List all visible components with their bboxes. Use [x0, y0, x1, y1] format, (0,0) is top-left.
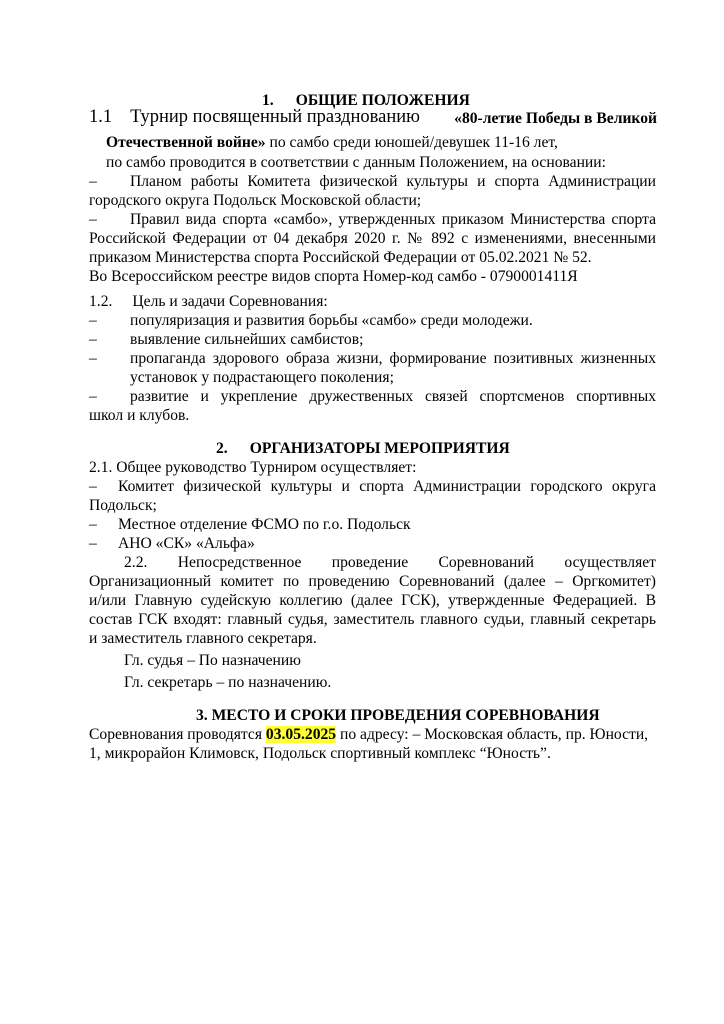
- goal-item-3-line-1: пропаганда здорового образа жизни, формирование позитивных жизненных: [130, 350, 656, 367]
- bullet-dash: –: [89, 331, 97, 348]
- paragraph-2-2-line-3: и/или Главную судейскую коллегию (далее ГСК), утвержденные Федерацией. В: [89, 592, 656, 609]
- goal-item-1: популяризация и развития борьбы «самбо» среди молодежи.: [130, 312, 533, 329]
- paragraph-1-2-text: Цель и задачи Соревнования:: [132, 293, 328, 310]
- organizer-1-line-2: Подольск;: [89, 497, 157, 514]
- paragraph-1-1-bold-b: Отечественной войне»: [106, 134, 266, 151]
- goal-item-3-line-2: установок у подрастающего поколения;: [130, 369, 394, 386]
- goal-item-4-line-2: школ и клубов.: [89, 407, 190, 424]
- basis-item-2-line-2: Российской Федерации от 04 декабря 2020 г. № 892 с изменениями, внесенными: [89, 230, 656, 247]
- paragraph-2-2-line-2: Организационный комитет по проведению Соревнований (далее – Оргкомитет): [89, 573, 656, 590]
- registry-line: Во Всероссийском реестре видов спорта Номер-код самбо - 0790001411Я: [89, 268, 578, 285]
- section-1-number: 1.: [262, 92, 274, 109]
- bullet-dash: –: [89, 350, 97, 367]
- paragraph-1-2-number: 1.2.: [89, 293, 113, 310]
- bullet-dash: –: [89, 535, 97, 552]
- event-date: 03.05.2025: [265, 726, 337, 743]
- goal-item-4-line-1: развитие и укрепление дружественных связей спортсменов спортивных: [130, 388, 656, 405]
- section-2-title: ОРГАНИЗАТОРЫ МЕРОПРИЯТИЯ: [249, 440, 510, 457]
- basis-item-2-line-3: приказом Министерства спорта Российской Федерации от 05.02.2021 № 52.: [89, 249, 592, 266]
- paragraph-1-1-line-2: [106, 133, 558, 152]
- paragraph-1-2: [89, 292, 328, 311]
- chief-judge-line: Гл. судья – По назначению: [124, 652, 301, 669]
- organizer-3: АНО «СК» «Альфа»: [118, 535, 255, 552]
- paragraph-2-1: 2.1. Общее руководство Турниром осуществляет:: [89, 459, 417, 476]
- bullet-dash: –: [89, 478, 97, 495]
- basis-item-1-line-2: городского округа Подольск Московской области;: [89, 192, 422, 209]
- organizer-2: Местное отделение ФСМО по г.о. Подольск: [118, 516, 411, 533]
- section-2-number: 2.: [216, 440, 228, 457]
- bullet-dash: –: [89, 312, 97, 329]
- paragraph-1-1-line-3: по самбо проводится в соответствии с данным Положением, на основании:: [106, 154, 606, 171]
- bullet-dash: –: [89, 388, 97, 405]
- basis-item-2-line-1: Правил вида спорта «самбо», утвержденных приказом Министерства спорта: [130, 211, 656, 228]
- paragraph-1-1-text: Турнир посвященный празднованию: [130, 107, 420, 127]
- paragraph-1-1-tail: по самбо среди юношей/девушек 11-16 лет,: [265, 134, 558, 151]
- section-1-title: ОБЩИЕ ПОЛОЖЕНИЯ: [295, 92, 470, 109]
- venue-line-2: 1, микрорайон Климовск, Подольск спортивный комплекс “Юность”.: [89, 745, 551, 762]
- venue-line-1-prefix: Соревнования проводятся: [89, 726, 266, 743]
- venue-line-1-suffix: по адресу: – Московская область, пр. Юности,: [336, 726, 649, 743]
- chief-secretary-line: Гл. секретарь – по назначению.: [124, 674, 332, 691]
- paragraph-2-2-line-1: 2.2. Непосредственное проведение Соревнований осуществляет: [124, 554, 656, 571]
- paragraph-1-1-line-1: [89, 108, 657, 127]
- basis-item-1-line-1: Планом работы Комитета физической культуры и спорта Администрации: [130, 173, 656, 190]
- goal-item-2: выявление сильнейших самбистов;: [130, 331, 364, 348]
- venue-line-1: [89, 725, 648, 744]
- bullet-dash: –: [89, 173, 97, 190]
- paragraph-2-2-line-5: и заместитель главного секретаря.: [89, 630, 317, 647]
- paragraph-1-1-bold-a: «80-летие Победы в Великой: [454, 110, 657, 127]
- paragraph-2-2-line-4: состав ГСК входят: главный судья, заместитель главного судьи, главный секретарь: [89, 611, 656, 628]
- bullet-dash: –: [89, 516, 97, 533]
- section-2-heading: [216, 439, 510, 458]
- bullet-dash: –: [89, 211, 97, 228]
- organizer-1-line-1: Комитет физической культуры и спорта Администрации городского округа: [118, 478, 656, 495]
- section-3-heading: 3. МЕСТО И СРОКИ ПРОВЕДЕНИЯ СОРЕВНОВАНИЯ: [196, 707, 600, 724]
- paragraph-1-1-number: 1.1: [89, 107, 113, 127]
